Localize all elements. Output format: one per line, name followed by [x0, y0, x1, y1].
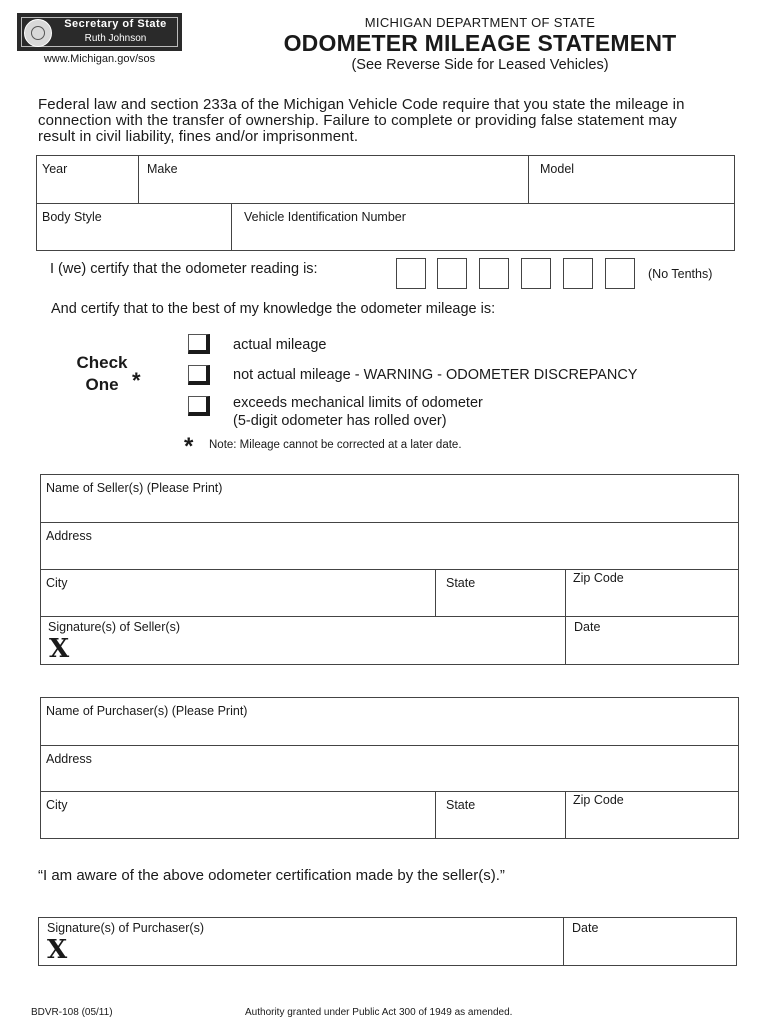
seller-name-field[interactable] [40, 474, 739, 523]
seller-date-field[interactable] [565, 616, 739, 665]
seller-address-field[interactable] [40, 522, 739, 570]
body-style-label: Body Style [42, 210, 102, 224]
vin-field[interactable] [231, 203, 735, 251]
odometer-digit-1[interactable] [396, 258, 426, 289]
odometer-digit-6[interactable] [605, 258, 635, 289]
make-label: Make [147, 162, 178, 176]
model-label: Model [540, 162, 575, 176]
purchaser-signature-field[interactable] [38, 917, 564, 966]
purchaser-address-field[interactable] [40, 745, 739, 792]
purchaser-signature-label: Signature(s) of Purchaser(s) [47, 921, 205, 935]
odometer-digit-2[interactable] [437, 258, 467, 289]
purchaser-date-label: Date [572, 921, 599, 935]
exceeds-limits-line-1: exceeds mechanical limits of odometer [233, 395, 483, 411]
not-actual-mileage-checkbox[interactable] [188, 365, 210, 385]
legal-notice: Federal law and section 233a of the Michigan Vehicle Code require that you state the mileage in connection with the transfer of ownership. Failure to complete or providing false statement may result in civil liability, fines and/or imprisonment. [38, 96, 685, 145]
purchaser-state-field[interactable] [435, 791, 566, 839]
seller-name-label: Name of Seller(s) (Please Print) [46, 481, 223, 495]
odometer-digit-5[interactable] [563, 258, 593, 289]
note-asterisk-icon: * [184, 433, 194, 460]
seller-signature-x-mark: X [49, 634, 70, 664]
not-actual-mileage-label: not actual mileage - WARNING - ODOMETER DISCREPANCY [233, 367, 638, 383]
body-style-field[interactable] [36, 203, 232, 251]
year-label: Year [42, 162, 68, 176]
seller-state-field[interactable] [435, 569, 566, 617]
badge-title: Secretary of State [64, 18, 167, 30]
knowledge-statement: And certify that to the best of my knowledge the odometer mileage is: [51, 301, 496, 317]
purchaser-city-field[interactable] [40, 791, 436, 839]
mileage-note: Note: Mileage cannot be corrected at a later date. [209, 439, 462, 451]
year-field[interactable] [36, 155, 139, 204]
seller-zip-label: Zip Code [573, 571, 624, 585]
asterisk-icon: * [132, 368, 141, 393]
purchaser-name-field[interactable] [40, 697, 739, 746]
purchaser-name-label: Name of Purchaser(s) (Please Print) [46, 704, 248, 718]
seller-zip-field[interactable] [565, 569, 739, 617]
form-subtitle: (See Reverse Side for Leased Vehicles) [351, 57, 609, 73]
seller-city-label: City [46, 576, 68, 590]
actual-mileage-label: actual mileage [233, 337, 327, 353]
exceeds-limits-label [233, 394, 483, 430]
authority-statement: Authority granted under Public Act 300 of 1949 as amended. [245, 1007, 513, 1018]
purchaser-state-label: State [446, 798, 476, 812]
purchaser-zip-field[interactable] [565, 791, 739, 839]
purchaser-signature-x-mark: X [47, 935, 68, 965]
odometer-digit-4[interactable] [521, 258, 551, 289]
seller-signature-label: Signature(s) of Seller(s) [48, 620, 180, 634]
purchaser-city-label: City [46, 798, 68, 812]
badge-official-name: Ruth Johnson [84, 33, 147, 44]
secretary-of-state-badge [17, 13, 182, 51]
purchaser-awareness-statement: “I am aware of the above odometer certification made by the seller(s).” [38, 867, 505, 884]
seller-city-field[interactable] [40, 569, 436, 617]
actual-mileage-checkbox[interactable] [188, 334, 210, 354]
check-one-line-2: One [85, 375, 119, 394]
seller-state-label: State [446, 576, 476, 590]
make-field[interactable] [138, 155, 529, 204]
seller-date-label: Date [574, 620, 601, 634]
website-url: www.Michigan.gov/sos [43, 53, 156, 65]
check-one-label [62, 352, 142, 396]
purchaser-zip-label: Zip Code [573, 793, 624, 807]
form-title: ODOMETER MILEAGE STATEMENT [283, 30, 677, 56]
no-tenths-note: (No Tenths) [648, 267, 713, 281]
check-one-line-1: Check [76, 353, 128, 372]
form-number: BDVR-108 (05/11) [31, 1007, 113, 1018]
seller-address-label: Address [46, 529, 92, 543]
odometer-reading-statement: I (we) certify that the odometer reading is: [50, 261, 318, 277]
exceeds-limits-checkbox[interactable] [188, 396, 210, 416]
vin-label: Vehicle Identification Number [244, 210, 406, 224]
state-seal-icon [24, 19, 52, 47]
model-field[interactable] [528, 155, 735, 204]
purchaser-date-field[interactable] [563, 917, 737, 966]
purchaser-address-label: Address [46, 752, 92, 766]
exceeds-limits-line-2: (5-digit odometer has rolled over) [233, 413, 447, 429]
seller-signature-field[interactable] [40, 616, 566, 665]
department-name: MICHIGAN DEPARTMENT OF STATE [364, 15, 596, 30]
odometer-digit-3[interactable] [479, 258, 509, 289]
